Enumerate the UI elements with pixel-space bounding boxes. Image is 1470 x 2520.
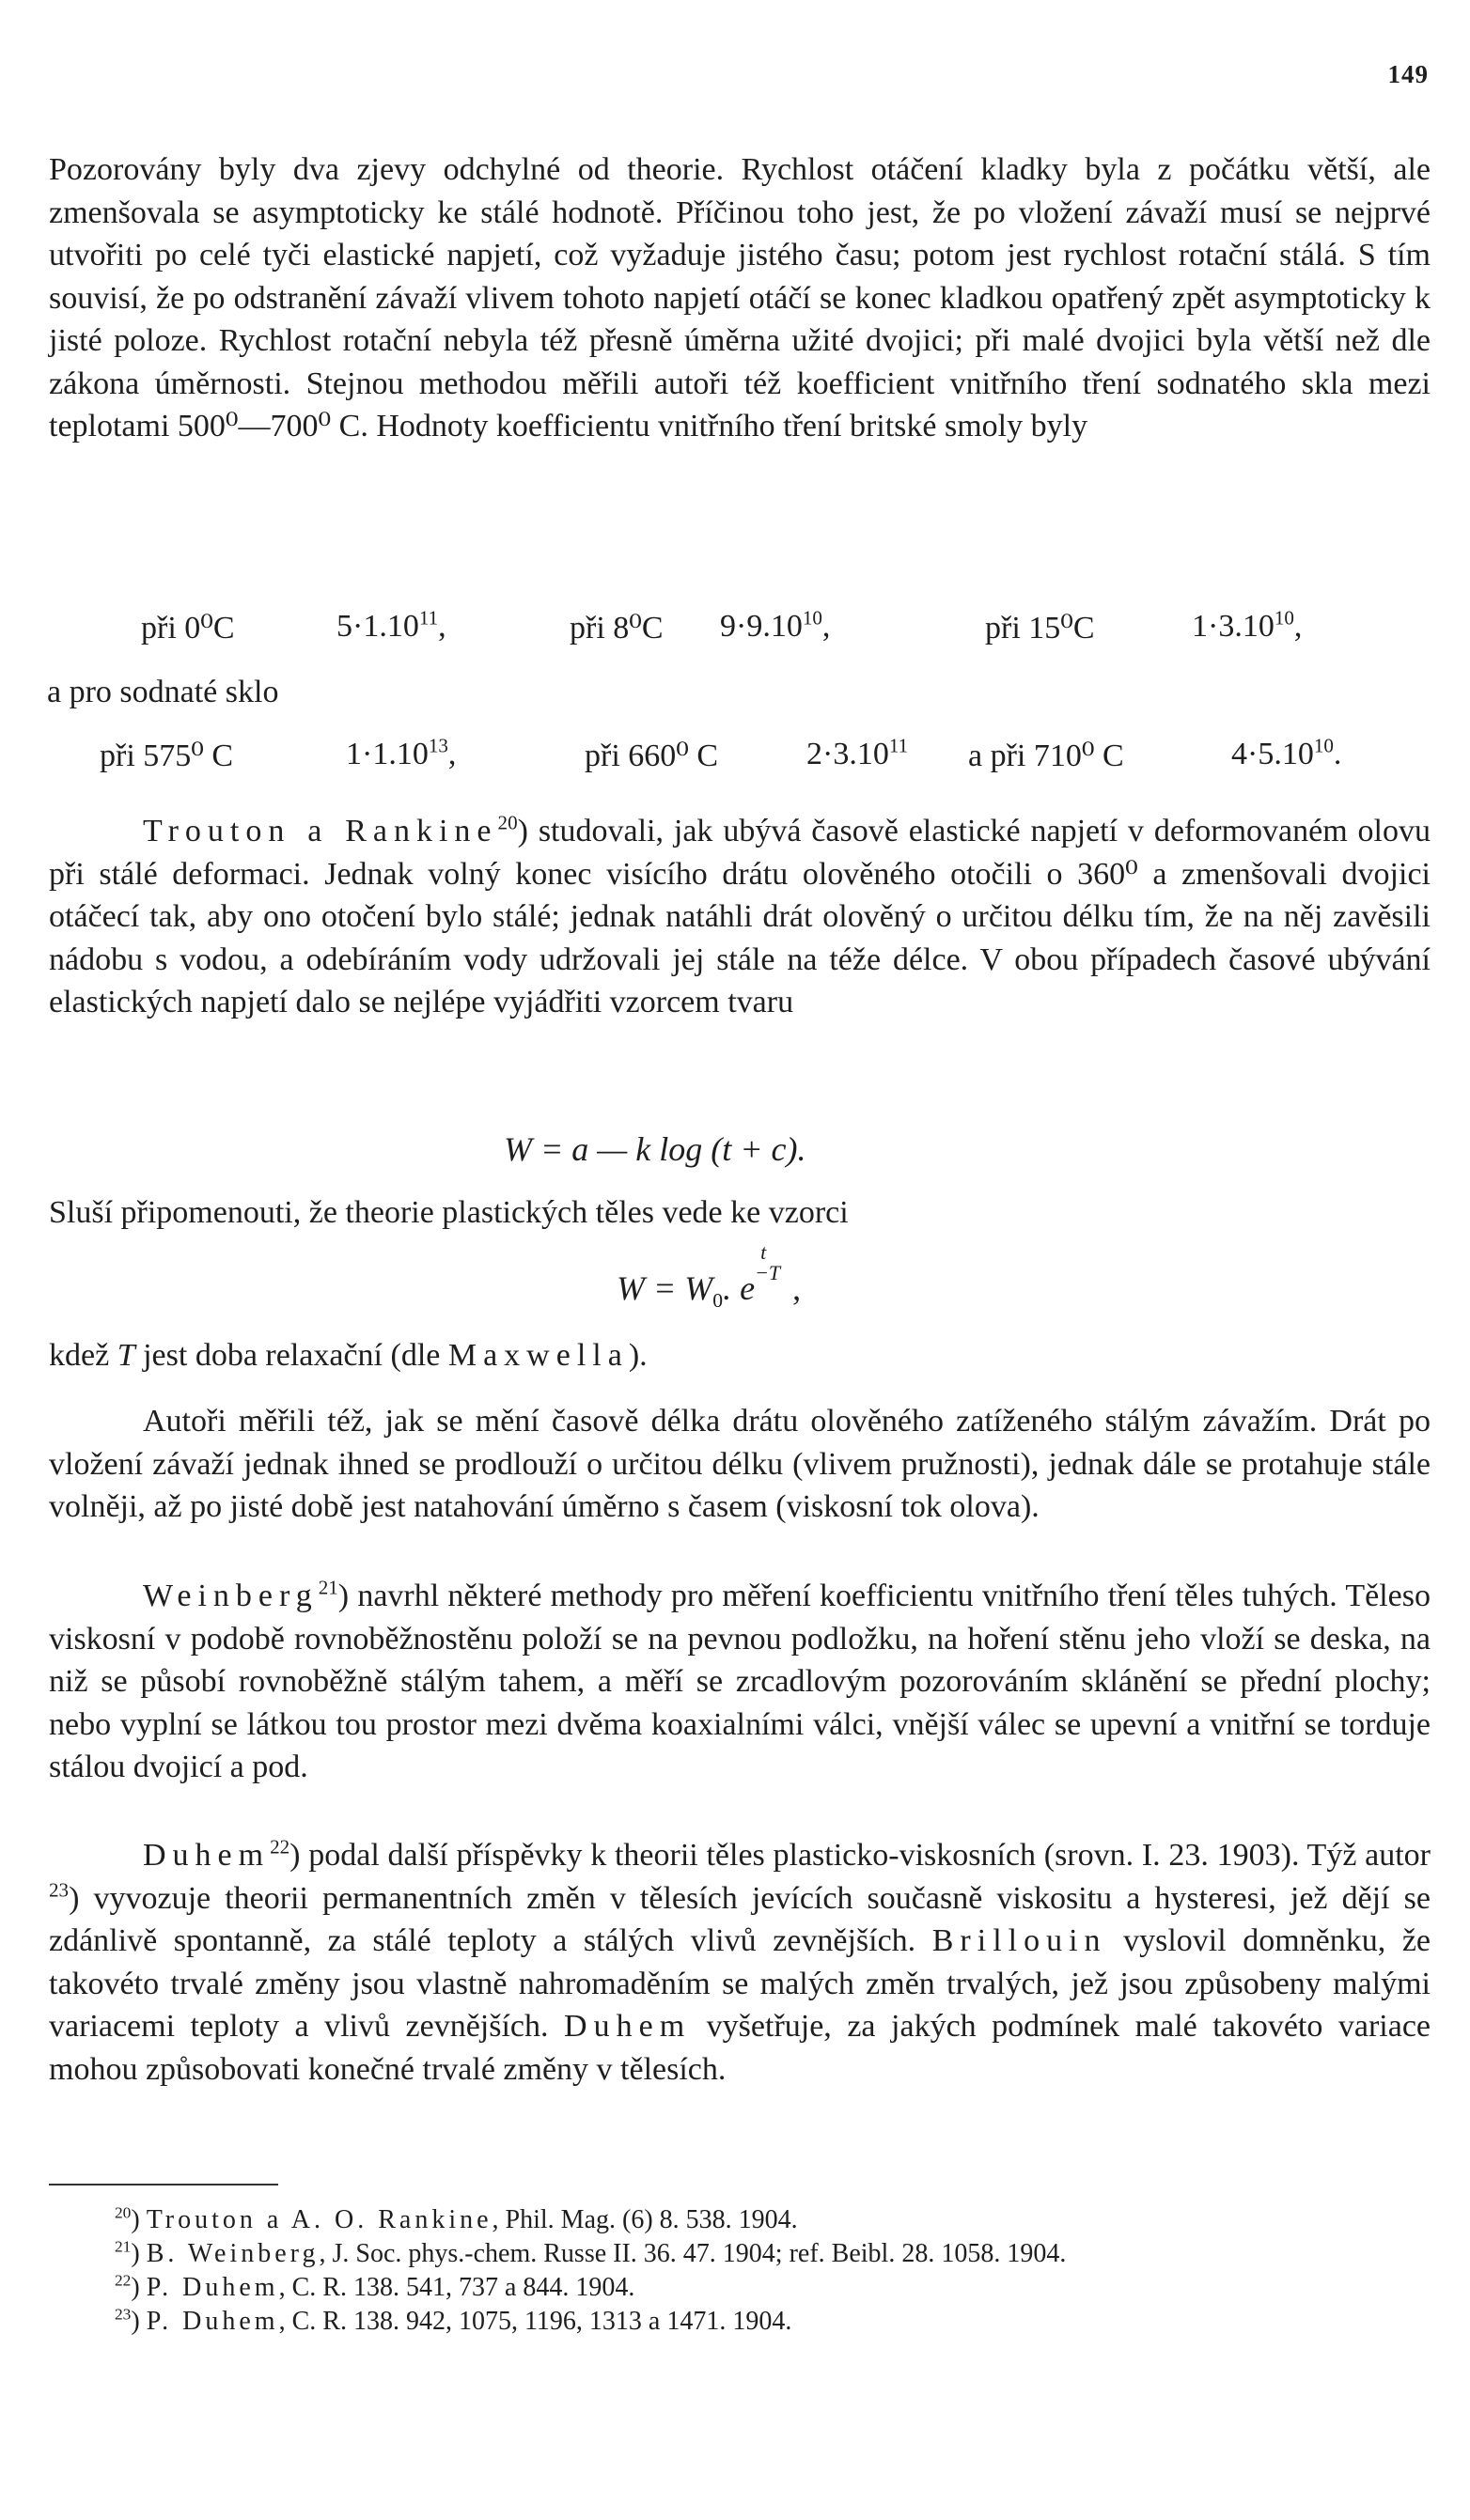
paragraph-plastic-theory <box>49 1191 1431 1235</box>
paragraph-relaxation: kdež T jest doba relaxační (dle Maxwella). <box>49 1338 648 1373</box>
value-label: a při 710⁰ C <box>968 739 1124 773</box>
author-name: Maxwella <box>447 1338 629 1373</box>
page-number: 149 <box>1387 60 1429 88</box>
author-name: Weinberg <box>143 1579 319 1613</box>
paragraph-lead-wire <box>49 1400 1431 1529</box>
value-number: $1\cdot 3.10^{10}$, <box>1192 606 1303 644</box>
footnote-divider <box>49 2184 278 2186</box>
footnote-ref: 23 <box>49 1878 70 1902</box>
footnote-ref: 22 <box>270 1835 290 1859</box>
value-label: při 0⁰C <box>141 611 235 646</box>
footnotes <box>49 2203 1431 2339</box>
value-label: při 8⁰C <box>570 611 664 646</box>
value-number: $9\cdot 9.10^{10}$, <box>720 606 831 644</box>
paragraph-text: Pozorovány byly dva zjevy odchylné od theorie. Rychlost otáčení kladky byla z počátku větší, ale zmenšovala se asymptoticky ke stálé hodnotě. Příčinou toho jest, že po vložení závaží musí se nejprvé utvořiti po celé tyči elastické napjetí, což vyžaduje jistého času; potom jest rychlost rotační stálá. S tím souvisí, že po odstranění závaží vlivem tohoto napjetí otáčí se konec kladkou opatřený zpět asymptoticky k jisté poloze. Rychlost rotační nebyla též přesně úměrna užité dvojici; při malé dvojici byla větší než dle zákona úměrnosti. Stejnou methodou měřili autoři též koefficient vnitřního tření sodnatého skla mezi teplotami 500⁰—700⁰ C. Hodnoty koefficientu vnitřního tření britské smoly byly <box>49 152 1431 443</box>
formula-exponential: $W = W_0$. e t −T , <box>617 1240 802 1313</box>
paragraph-trouton-rankine: Trouton a Rankine$^{20}$) studovali, jak ubývá časově elastické napjetí v deformovaném olovu při stálé deformaci. Jednak volný konec visícího drátu olověného otočili o 360⁰ a zmenšovali dvojici otáčecí tak, aby ono otočení bylo stálé; jednak natáhli drát olověný o určitou délku tím, že na něj zavěsili nádobu s vodou, a odebíráním vody udržovali jej stále na téže délce. V obou případech časové ubývání elastických napjetí dalo se nejlépe vyjádřiti vzorcem tvaru <box>49 811 1431 1019</box>
footnote-22: $^{22}$) P. Duhem, C. R. 138. 541, 737 a 844. 1904. <box>115 2271 635 2302</box>
footnote-21: $^{21}$) B. Weinberg, J. Soc. phys.-chem. Russe II. 36. 47. 1904; ref. Beibl. 28. 1058. 1904. <box>115 2237 1067 2268</box>
value-number: $1\cdot 1.10^{13}$, <box>346 734 457 771</box>
values-row-glass <box>0 734 1470 780</box>
footnote-ref: 21 <box>318 1576 338 1599</box>
value-number: $4\cdot 5.10^{10}$. <box>1231 734 1342 771</box>
paragraph-duhem: Duhem$^{22}$) podal další příspěvky k theorii těles plasticko-viskosních (srovn. I. 23. 1903). Týž autor $^{23}$) vyvozuje theorii permanentních změn v tělesích jevících současně viskositu a hysteresi, jež dějí se zdánlivě spontanně, za stálé teploty a stálých vlivů zevnějších. Brillouin vyslovil domněnku, že takovéto trvalé změny jsou vlastně nahromaděním se malých změn trvalých, jež jsou způsobeny malými variacemi teploty a vlivů zevnějších. Duhem vyšetřuje, za jakých podmínek malé takovéto variace mohou způsobovati konečné trvalé změny v tělesích. <box>49 1835 1431 2087</box>
value-number: $5\cdot 1.10^{11}$, <box>336 606 446 644</box>
author-name: Duhem <box>143 1838 271 1873</box>
author-name: Brillouin <box>931 1923 1107 1958</box>
glass-intro: a pro sodnaté sklo <box>47 675 279 709</box>
footnote-20: $^{20}$) Trouton a A. O. Rankine, Phil. Mag. (6) 8. 538. 1904. <box>115 2203 798 2234</box>
author-name: Trouton a Rankine <box>143 814 498 848</box>
paragraph-text: Sluší připomenouti, že theorie plastických těles vede ke vzorci <box>49 1195 849 1230</box>
footnote-23: $^{23}$) P. Duhem, C. R. 138. 942, 1075, 1196, 1313 a 1471. 1904. <box>115 2305 792 2336</box>
footnote-ref: 20 <box>497 811 518 834</box>
paragraph-weinberg: Weinberg$^{21}$) navrhl některé methody pro měření koefficientu vnitřního tření těles tuhých. Těleso viskosní v podobě rovnoběžnostěnu položí se na pevnou podložku, na hoření stěnu jeho vloží se deska, na niž se působí rovnoběžně stálým tahem, a měří se zrcadlovým pozorováním sklánění se přední plochy; nebo vyplní se látkou tou prostor mezi dvěma koaxialními válci, vnější válec se upevní a vnitřní se torduje stálou dvojicí a pod. <box>49 1576 1431 1784</box>
values-row-pitch <box>0 606 1470 652</box>
symbol-T: T <box>117 1338 135 1373</box>
paragraph-observations <box>49 148 1431 448</box>
value-label: při 15⁰C <box>985 611 1095 646</box>
author-name: Duhem <box>564 2009 692 2044</box>
paragraph-text: navrhl některé methody pro měření koefficientu vnitřního tření těles tuhých. Těleso viskosní v podobě rovnoběžnostěnu položí se na pevnou podložku, na hoření stěnu jeho vloží se deska, na niž se působí rovnoběžně stálým tahem, a měří se zrcadlovým pozorováním sklánění se přední plochy; nebo vyplní se látkou tou prostor mezi dvěma koaxialními válci, vnější válec se upevní a vnitřní se torduje stálou dvojicí a pod. <box>49 1579 1431 1784</box>
paragraph-text: Autoři měřili též, jak se mění časově délka drátu olověného zatíženého stálým závažím. Drát po vložení závaží jednak ihned se prodlouží o určitou délku (vlivem pružnosti), jednak dále se protahuje stále volněji, až po jisté době jest natahování úměrno s časem (viskosní tok olova). <box>49 1404 1431 1524</box>
value-label: při 575⁰ C <box>100 739 234 773</box>
value-number: $2\cdot 3.10^{11}$ <box>806 734 909 771</box>
paragraph-text: studovali, jak ubývá časově elastické napjetí v deformovaném olovu při stálé deformaci. Jednak volný konec visícího drátu olověného otočili o 360⁰ a zmenšovali dvojici otáčecí tak, aby ono otočení bylo stálé; jednak natáhli drát olověný o určitou délku tím, že na něj zavěsili nádobu s vodou, a odebíráním vody udržovali jej stále na téže délce. V obou případech časové ubývání elastických napjetí dalo se nejlépe vyjádřiti vzorcem tvaru <box>49 814 1431 1019</box>
formula-log: W = a — k log (t + c). <box>504 1130 806 1168</box>
value-label: při 660⁰ C <box>585 739 719 773</box>
